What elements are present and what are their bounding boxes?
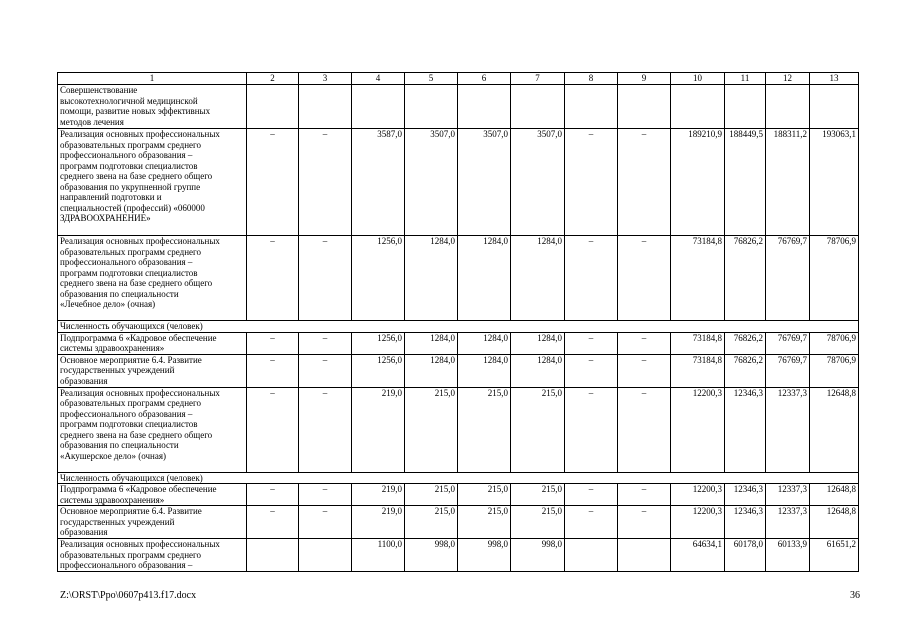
column-header-8: 8 xyxy=(565,73,618,85)
cell-col-11: 76826,2 xyxy=(725,354,766,387)
cell-col-2: – xyxy=(247,506,299,539)
cell-col-6 xyxy=(458,85,511,129)
cell-col-2 xyxy=(247,85,299,129)
cell-col-5: 1284,0 xyxy=(405,236,458,321)
cell-col-11: 12346,3 xyxy=(725,484,766,506)
cell-col-13: 12648,8 xyxy=(810,484,859,506)
cell-col-3: – xyxy=(299,236,352,321)
cell-col-11: 188449,5 xyxy=(725,129,766,236)
cell-col-11: 76826,2 xyxy=(725,236,766,321)
cell-col-4: 219,0 xyxy=(352,484,405,506)
cell-col-8: – xyxy=(565,506,618,539)
cell-col-5: 215,0 xyxy=(405,506,458,539)
cell-col-12: 60133,9 xyxy=(766,539,810,572)
cell-col-3: – xyxy=(299,506,352,539)
cell-col-2: – xyxy=(247,484,299,506)
cell-col-4: 1100,0 xyxy=(352,539,405,572)
table-row xyxy=(58,354,859,387)
row-name: Совершенствование высокотехнологичной медицинской помощи, развитие новых эффективных методов лечения xyxy=(58,85,247,129)
section-label-row xyxy=(58,321,859,333)
cell-col-4: 219,0 xyxy=(352,506,405,539)
cell-col-12: 76769,7 xyxy=(766,332,810,354)
table-row xyxy=(58,85,859,129)
cell-col-13 xyxy=(810,85,859,129)
cell-col-12: 12337,3 xyxy=(766,506,810,539)
cell-col-5: 1284,0 xyxy=(405,332,458,354)
row-name: Основное мероприятие 6.4. Развитие государственных учреждений образования xyxy=(58,354,247,387)
section-label: Численность обучающихся (человек) xyxy=(58,321,859,333)
table-row xyxy=(58,484,859,506)
section-label: Численность обучающихся (человек) xyxy=(58,472,859,484)
cell-col-6: 215,0 xyxy=(458,484,511,506)
column-header-13: 13 xyxy=(810,73,859,85)
cell-col-5 xyxy=(405,85,458,129)
cell-col-7: 3507,0 xyxy=(511,129,565,236)
footer-page-number: 36 xyxy=(850,590,860,601)
row-name: Реализация основных профессиональных образовательных программ среднего профессионального образования – программ подготовки специалистов среднего звена на базе среднего общего образования по укрупненной группе направлений подготовки и специальностей (профессий) «060000 ЗДРАВООХРАНЕНИЕ» xyxy=(58,129,247,236)
cell-col-10: 12200,3 xyxy=(671,387,725,472)
cell-col-8 xyxy=(565,539,618,572)
table-body xyxy=(58,85,859,572)
cell-col-7: 1284,0 xyxy=(511,332,565,354)
row-name: Основное мероприятие 6.4. Развитие государственных учреждений образования xyxy=(58,506,247,539)
cell-col-4: 3587,0 xyxy=(352,129,405,236)
cell-col-13: 78706,9 xyxy=(810,236,859,321)
cell-col-3: – xyxy=(299,129,352,236)
cell-col-5: 3507,0 xyxy=(405,129,458,236)
cell-col-7: 215,0 xyxy=(511,484,565,506)
cell-col-10 xyxy=(671,85,725,129)
cell-col-10: 64634,1 xyxy=(671,539,725,572)
cell-col-10: 189210,9 xyxy=(671,129,725,236)
column-header-1: 1 xyxy=(58,73,247,85)
cell-col-8: – xyxy=(565,332,618,354)
section-label-row xyxy=(58,472,859,484)
cell-col-4 xyxy=(352,85,405,129)
cell-col-13: 61651,2 xyxy=(810,539,859,572)
column-header-11: 11 xyxy=(725,73,766,85)
cell-col-2: – xyxy=(247,129,299,236)
cell-col-10: 12200,3 xyxy=(671,484,725,506)
cell-col-6: 215,0 xyxy=(458,387,511,472)
column-header-5: 5 xyxy=(405,73,458,85)
cell-col-12: 76769,7 xyxy=(766,236,810,321)
footer-file-path: Z:\ORST\Ppo\0607p413.f17.docx xyxy=(60,590,197,601)
table-row xyxy=(58,506,859,539)
cell-col-6: 215,0 xyxy=(458,506,511,539)
row-name: Реализация основных профессиональных образовательных программ среднего профессионального образования – xyxy=(58,539,247,572)
cell-col-9: – xyxy=(618,354,671,387)
cell-col-3: – xyxy=(299,484,352,506)
cell-col-2: – xyxy=(247,236,299,321)
table-row xyxy=(58,129,859,236)
cell-col-7: 215,0 xyxy=(511,506,565,539)
cell-col-12: 12337,3 xyxy=(766,484,810,506)
cell-col-4: 1256,0 xyxy=(352,236,405,321)
row-name: Реализация основных профессиональных образовательных программ среднего профессионального образования – программ подготовки специалистов среднего звена на базе среднего общего образования по специальности «Акушерское дело» (очная) xyxy=(58,387,247,472)
cell-col-3: – xyxy=(299,354,352,387)
table-row xyxy=(58,332,859,354)
cell-col-10: 73184,8 xyxy=(671,332,725,354)
table-row xyxy=(58,387,859,472)
cell-col-6: 3507,0 xyxy=(458,129,511,236)
cell-col-8: – xyxy=(565,387,618,472)
cell-col-8: – xyxy=(565,354,618,387)
cell-col-6: 998,0 xyxy=(458,539,511,572)
cell-col-13: 78706,9 xyxy=(810,354,859,387)
table-row xyxy=(58,236,859,321)
row-name: Подпрограмма 6 «Кадровое обеспечение системы здравоохранения» xyxy=(58,484,247,506)
cell-col-5: 998,0 xyxy=(405,539,458,572)
cell-col-6: 1284,0 xyxy=(458,354,511,387)
cell-col-12 xyxy=(766,85,810,129)
cell-col-9 xyxy=(618,539,671,572)
column-header-3: 3 xyxy=(299,73,352,85)
column-header-2: 2 xyxy=(247,73,299,85)
column-header-6: 6 xyxy=(458,73,511,85)
cell-col-8: – xyxy=(565,129,618,236)
column-header-12: 12 xyxy=(766,73,810,85)
cell-col-11: 12346,3 xyxy=(725,387,766,472)
cell-col-3 xyxy=(299,539,352,572)
cell-col-9: – xyxy=(618,484,671,506)
cell-col-7 xyxy=(511,85,565,129)
cell-col-10: 73184,8 xyxy=(671,354,725,387)
cell-col-5: 215,0 xyxy=(405,484,458,506)
cell-col-9: – xyxy=(618,129,671,236)
cell-col-7: 215,0 xyxy=(511,387,565,472)
cell-col-4: 219,0 xyxy=(352,387,405,472)
cell-col-11: 12346,3 xyxy=(725,506,766,539)
cell-col-9 xyxy=(618,85,671,129)
cell-col-8: – xyxy=(565,484,618,506)
cell-col-9: – xyxy=(618,506,671,539)
cell-col-12: 12337,3 xyxy=(766,387,810,472)
cell-col-9: – xyxy=(618,387,671,472)
cell-col-11: 60178,0 xyxy=(725,539,766,572)
row-name: Подпрограмма 6 «Кадровое обеспечение системы здравоохранения» xyxy=(58,332,247,354)
column-header-4: 4 xyxy=(352,73,405,85)
cell-col-11 xyxy=(725,85,766,129)
cell-col-2: – xyxy=(247,332,299,354)
cell-col-9: – xyxy=(618,236,671,321)
cell-col-10: 12200,3 xyxy=(671,506,725,539)
cell-col-8 xyxy=(565,85,618,129)
cell-col-9: – xyxy=(618,332,671,354)
cell-col-5: 1284,0 xyxy=(405,354,458,387)
cell-col-6: 1284,0 xyxy=(458,236,511,321)
column-header-7: 7 xyxy=(511,73,565,85)
cell-col-12: 76769,7 xyxy=(766,354,810,387)
cell-col-13: 193063,1 xyxy=(810,129,859,236)
cell-col-7: 998,0 xyxy=(511,539,565,572)
cell-col-13: 12648,8 xyxy=(810,387,859,472)
table-row xyxy=(58,539,859,572)
cell-col-2: – xyxy=(247,354,299,387)
cell-col-13: 78706,9 xyxy=(810,332,859,354)
cell-col-12: 188311,2 xyxy=(766,129,810,236)
cell-col-3: – xyxy=(299,387,352,472)
column-header-10: 10 xyxy=(671,73,725,85)
data-table xyxy=(57,72,859,572)
cell-col-8: – xyxy=(565,236,618,321)
column-header-9: 9 xyxy=(618,73,671,85)
cell-col-7: 1284,0 xyxy=(511,236,565,321)
cell-col-3: – xyxy=(299,332,352,354)
cell-col-2: – xyxy=(247,387,299,472)
table-header-row xyxy=(58,73,859,85)
cell-col-10: 73184,8 xyxy=(671,236,725,321)
cell-col-11: 76826,2 xyxy=(725,332,766,354)
cell-col-7: 1284,0 xyxy=(511,354,565,387)
cell-col-2 xyxy=(247,539,299,572)
cell-col-5: 215,0 xyxy=(405,387,458,472)
cell-col-4: 1256,0 xyxy=(352,354,405,387)
cell-col-4: 1256,0 xyxy=(352,332,405,354)
cell-col-13: 12648,8 xyxy=(810,506,859,539)
row-name: Реализация основных профессиональных образовательных программ среднего профессионального образования – программ подготовки специалистов среднего звена на базе среднего общего образования по специальности «Лечебное дело» (очная) xyxy=(58,236,247,321)
cell-col-6: 1284,0 xyxy=(458,332,511,354)
cell-col-3 xyxy=(299,85,352,129)
